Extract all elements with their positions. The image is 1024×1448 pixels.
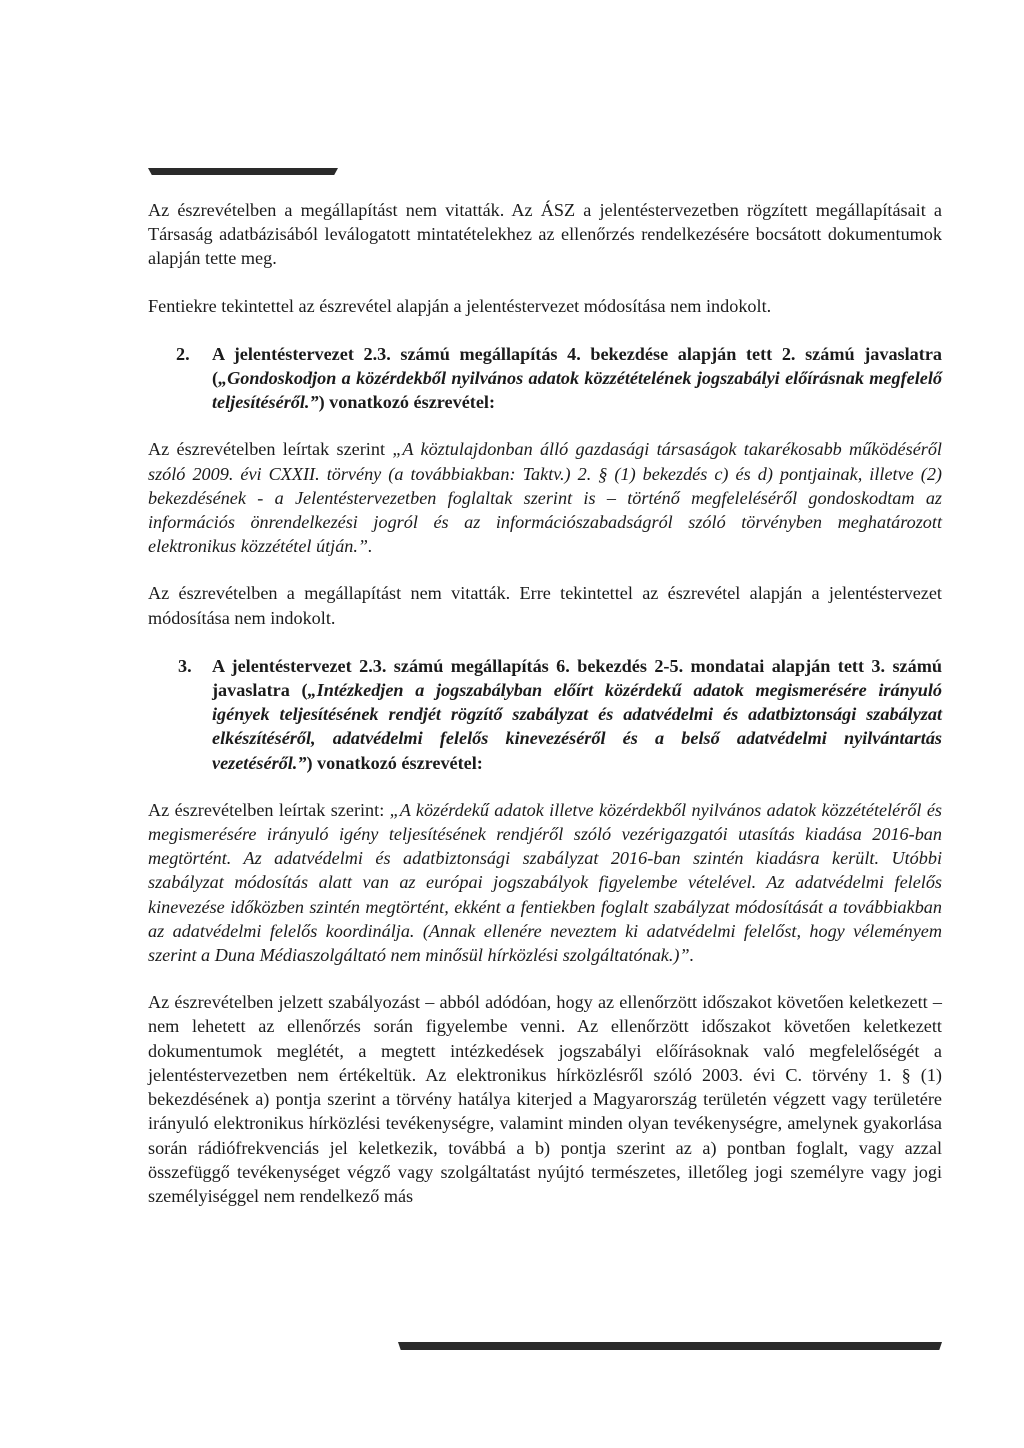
paragraph-1: Az észrevételben a megállapítást nem vitatták. Az ÁSZ a jelentéstervezetben rögzített megállapításait a Társaság adatbázisából leválogatott mintatételekhez az ellenőrzés rendelkezésére bocsátott dokumentumok alapján tette meg. [148,200,942,269]
paragraph-3-quote: „A köztulajdonban álló gazdasági társaságok takarékosabb működéséről szóló 2009. évi CXXII. törvény (a továbbiakban: Taktv.) 2. § (1) bekezdés c) és d) pontjainak, illetve (2) bekezdésének - a Jelentéstervezetben foglaltak szerint is – történő megfeleléséről gondoskodtam az információs önrendelkezési jogról és az információszabadságról szóló törvényben meghatározott elektronikus közzététel útján.”. [148,439,942,557]
header-rule [148,168,338,175]
paragraph-6: Az észrevételben jelzett szabályozást – abból adódóan, hogy az ellenőrzött időszakot követően keletkezett – nem lehetett az ellenőrzés során figyelembe venni. Az ellenőrzött időszakot követően keletkezett dokumentumok meglétét, a megtett intézkedések jogszabályi előírásoknak való megfelelőségét a jelentéstervezetben nem értékeltük. Az elektronikus hírközlésről szóló 2003. évi C. törvény 1. § (1) bekezdésének a) pontja szerint a törvény hatálya kiterjed a Magyarország területén végzett vagy területére irányuló elektronikus hírközlési tevékenységre, valamint minden olyan tevékenységre, amelynek gyakorlása során rádiófrekvenciás jel keletkezik, továbbá a b) pontja szerint az a) pontban foglalt, vagy azzal összefüggő tevékenységet végző vagy szolgáltatást nyújtó természetes, illetőleg jogi személyre vagy jogi személyiséggel nem rendelkező más [148,992,942,1206]
footer-rule [398,1342,942,1350]
paragraph-3: Az észrevételben leírtak szerint „A köztulajdonban álló gazdasági társaságok takarékosabb működéséről szóló 2009. évi CXXII. törvény (a továbbiakban: Taktv.) 2. § (1) bekezdés c) és d) pontjainak, illetve (2) bekezdésének - a Jelentéstervezetben foglaltak szerint is – történő megfeleléséről gondoskodtam az információs önrendelkezési jogról és az információszabadságról szóló törvényben meghatározott elektronikus közzététel útján.”. [148,439,942,557]
paragraph-2: Fentiekre tekintettel az észrevétel alapján a jelentéstervezet módosítása nem indokolt. [148,295,772,316]
section-3-quote: „Intézkedjen a jogszabályban előírt közérdekű adatok megismerésére irányuló igények teljesítésének rendjét rögzítő szabályzat és adatvédelmi és adatbiztonsági szabályzat elkészítéséről, adatvédelmi felelős kinevezéséről és a belső adatvédelmi nyilvántartás vezetéséről.” [212,680,942,773]
paragraph-5-quote: „A közérdekű adatok illetve közérdekből nyilvános adatok közzétételéről és megismerésére irányuló igény teljesítésének rendjéről szóló vezérigazgatói utasítás kiadása 2016-ban megtörtént. Az adatvédelmi és adatbiztonsági szabályzat 2016-ban szintén kiadásra került. Utóbbi szabályzat módosítás alatt van az európai jogszabályok figyelembe vételével. Az adatvédelmi felelős kinevezése időközben szintén megtörtént, ekként a fentiekben foglalt szabályzat módosítását a továbbiakban az adatvédelmi felelős koordinálja. (Annak ellenére neveztem ki adatvédelmi felelőst, hogy véleményem szerint a Duna Médiaszolgáltató nem minősül hírközlési szolgáltatónak.)”. [148,799,942,966]
paragraph-4: Az észrevételben a megállapítást nem vitatták. Erre tekintettel az észrevétel alapján a jelentéstervezet módosítása nem indokolt. [148,583,942,628]
section-3-text: A jelentéstervezet 2.3. számú megállapítás 6. bekezdés 2-5. mondatai alapján tett 3. számú javaslatra („Intézkedjen a jogszabályban előírt közérdekű adatok megismerésére irányuló igények teljesítésének rendjét rögzítő szabályzat és adatvédelmi és adatbiztonsági szabályzat elkészítéséről, adatvédelmi felelős kinevezéséről és a belső adatvédelmi nyilvántartás vezetéséről.”) vonatkozó észrevétel: [212,655,942,773]
section-2-heading [148,342,942,415]
section-2-quote: „Gondoskodjon a közérdekből nyilvános adatok közzétételének jogszabályi előírásnak megfelelő teljesítéséről.” [212,368,942,413]
section-2-text: A jelentéstervezet 2.3. számú megállapítás 4. bekezdése alapján tett 2. számú javaslatra („Gondoskodjon a közérdekből nyilvános adatok közzétételének jogszabályi előírásnak megfelelő teljesítéséről.”) vonatkozó észrevétel: [212,343,942,413]
section-3-number: 3. [178,655,192,676]
section-3-heading [148,654,942,775]
document-body [148,198,942,1208]
section-2-number: 2. [176,343,190,364]
paragraph-5: Az észrevételben leírtak szerint: „A közérdekű adatok illetve közérdekből nyilvános adatok közzétételéről és megismerésére irányuló igény teljesítésének rendjéről szóló vezérigazgatói utasítás kiadása 2016-ban megtörtént. Az adatvédelmi és adatbiztonsági szabályzat 2016-ban szintén kiadásra került. Utóbbi szabályzat módosítás alatt van az európai jogszabályok figyelembe vételével. Az adatvédelmi felelős kinevezése időközben szintén megtörtént, ekként a fentiekben foglalt szabályzat módosítását a továbbiakban az adatvédelmi felelős koordinálja. (Annak ellenére neveztem ki adatvédelmi felelőst, hogy véleményem szerint a Duna Médiaszolgáltató nem minősül hírközlési szolgáltatónak.)”. [148,799,942,966]
